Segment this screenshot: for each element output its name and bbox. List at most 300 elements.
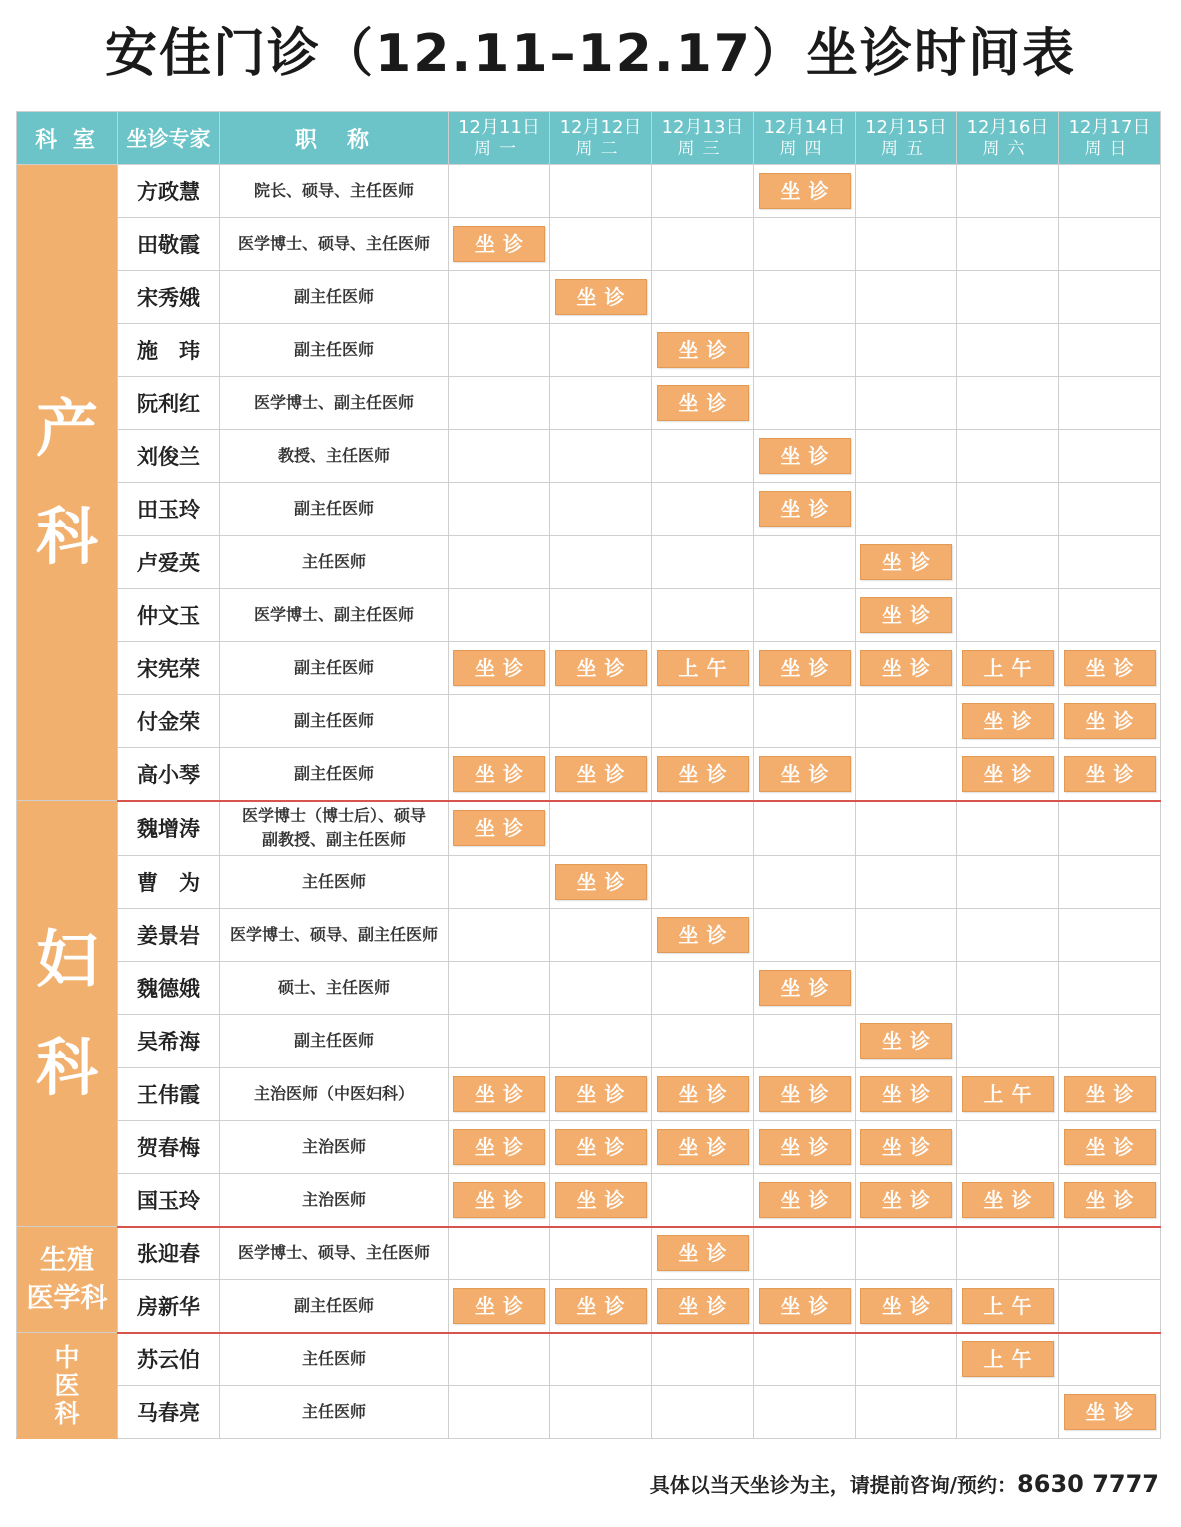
doctor-title-line: 主治医师 — [301, 1189, 366, 1209]
doctor-name: 刘俊兰 — [118, 430, 220, 483]
schedule-cell — [856, 218, 957, 271]
session-badge: 坐诊 — [759, 491, 851, 527]
session-badge: 坐诊 — [1064, 756, 1156, 792]
schedule-cell — [550, 1280, 652, 1333]
doctor-title-line: 医学博士、硕导、主任医师 — [237, 1243, 430, 1263]
session-badge: 坐诊 — [962, 1182, 1054, 1218]
doctor-title — [220, 1174, 449, 1227]
schedule-cell — [1059, 377, 1161, 430]
session-badge: 上午 — [657, 650, 749, 686]
schedule-cell — [550, 909, 652, 962]
schedule-cell — [449, 962, 550, 1015]
schedule-cell — [957, 165, 1059, 218]
session-badge: 坐诊 — [453, 1182, 545, 1218]
schedule-cell — [449, 483, 550, 536]
session-badge: 坐诊 — [1064, 1129, 1156, 1165]
schedule-cell — [1059, 1015, 1161, 1068]
session-badge: 坐诊 — [962, 756, 1054, 792]
department-name-char: 科 — [35, 1030, 98, 1104]
table-row — [17, 1174, 1161, 1227]
doctor-title — [220, 909, 449, 962]
schedule-cell — [652, 271, 754, 324]
schedule-cell — [856, 589, 957, 642]
doctor-title — [220, 695, 449, 748]
schedule-cell — [856, 324, 957, 377]
session-badge: 坐诊 — [860, 1129, 952, 1165]
doctor-name: 魏德娥 — [118, 962, 220, 1015]
doctor-title-line: 副主任医师 — [293, 1031, 374, 1050]
schedule-cell — [550, 1068, 652, 1121]
schedule-cell — [957, 1015, 1059, 1068]
schedule-cell — [754, 695, 856, 748]
header-day: 12月13日 周三 — [652, 112, 754, 165]
table-row — [17, 165, 1161, 218]
header-day: 12月16日 周六 — [957, 112, 1059, 165]
doctor-title-line: 主治医师 — [301, 1137, 366, 1156]
doctor-title — [220, 1386, 449, 1439]
doctor-title-line: 副主任医师 — [293, 711, 374, 730]
session-badge: 坐诊 — [453, 1129, 545, 1165]
session-badge: 坐诊 — [759, 650, 851, 686]
schedule-cell — [957, 1174, 1059, 1227]
doctor-name: 高小琴 — [118, 748, 220, 801]
schedule-cell — [449, 377, 550, 430]
schedule-cell — [1059, 324, 1161, 377]
schedule-cell — [550, 377, 652, 430]
schedule-cell — [856, 430, 957, 483]
schedule-cell — [957, 748, 1059, 801]
schedule-body — [17, 165, 1161, 1439]
table-row — [17, 271, 1161, 324]
schedule-cell — [957, 695, 1059, 748]
schedule-cell — [550, 1386, 652, 1439]
doctor-title — [220, 801, 449, 856]
session-badge: 上午 — [962, 1288, 1054, 1324]
schedule-cell — [652, 324, 754, 377]
schedule-cell — [652, 1015, 754, 1068]
doctor-title — [220, 1333, 449, 1386]
schedule-cell — [957, 271, 1059, 324]
footer-phone: 8630 7777 — [1017, 1470, 1159, 1498]
doctor-title-line: 教授、主任医师 — [277, 446, 390, 465]
doctor-title-line: 副主任医师 — [293, 1295, 374, 1315]
doctor-title — [220, 962, 449, 1015]
doctor-name: 马春亮 — [118, 1386, 220, 1439]
doctor-name: 吴希海 — [118, 1015, 220, 1068]
schedule-cell — [856, 801, 957, 856]
schedule-cell — [652, 483, 754, 536]
session-badge: 坐诊 — [555, 279, 647, 315]
schedule-cell — [856, 748, 957, 801]
doctor-title-line: 医学博士、副主任医师 — [253, 605, 414, 624]
session-badge: 坐诊 — [860, 544, 952, 580]
schedule-cell — [550, 1174, 652, 1227]
schedule-cell — [652, 1280, 754, 1333]
department-cell — [17, 1227, 118, 1333]
table-row — [17, 483, 1161, 536]
session-badge: 坐诊 — [555, 756, 647, 792]
table-row — [17, 642, 1161, 695]
schedule-cell — [449, 165, 550, 218]
doctor-title-line: 主任医师 — [301, 1349, 366, 1369]
schedule-cell — [957, 536, 1059, 589]
schedule-cell — [1059, 856, 1161, 909]
header-day: 12月17日 周日 — [1059, 112, 1161, 165]
session-badge: 坐诊 — [1064, 1182, 1156, 1218]
department-name-char: 产 — [35, 391, 98, 465]
schedule-cell — [449, 801, 550, 856]
session-badge: 坐诊 — [759, 438, 851, 474]
schedule-cell — [550, 324, 652, 377]
schedule-cell — [856, 165, 957, 218]
table-row — [17, 430, 1161, 483]
doctor-title-line: 副主任医师 — [293, 658, 374, 677]
session-badge: 坐诊 — [1064, 1394, 1156, 1430]
schedule-cell — [550, 430, 652, 483]
doctor-title — [220, 1068, 449, 1121]
schedule-cell — [754, 1280, 856, 1333]
table-row — [17, 909, 1161, 962]
session-badge: 坐诊 — [1064, 650, 1156, 686]
schedule-cell — [652, 1121, 754, 1174]
session-badge: 坐诊 — [759, 1129, 851, 1165]
schedule-cell — [957, 1333, 1059, 1386]
header-title: 职 称 — [220, 112, 449, 165]
schedule-cell — [550, 1121, 652, 1174]
schedule-cell — [652, 430, 754, 483]
session-badge: 坐诊 — [962, 703, 1054, 739]
department-name-line: 医 — [54, 1370, 80, 1400]
table-row — [17, 695, 1161, 748]
schedule-cell — [652, 909, 754, 962]
doctor-name: 施 玮 — [118, 324, 220, 377]
doctor-name: 房新华 — [118, 1280, 220, 1333]
doctor-title-line: 硕士、主任医师 — [277, 978, 390, 997]
schedule-cell — [754, 1121, 856, 1174]
session-badge: 坐诊 — [657, 1235, 749, 1271]
schedule-cell — [449, 1386, 550, 1439]
doctor-name: 田敬霞 — [118, 218, 220, 271]
schedule-cell — [550, 856, 652, 909]
doctor-title — [220, 271, 449, 324]
schedule-cell — [957, 430, 1059, 483]
schedule-cell — [1059, 1386, 1161, 1439]
table-row — [17, 1121, 1161, 1174]
table-row — [17, 324, 1161, 377]
doctor-title-line: 主任医师 — [301, 872, 366, 891]
session-badge: 坐诊 — [657, 1288, 749, 1324]
schedule-cell — [449, 748, 550, 801]
schedule-cell — [856, 271, 957, 324]
table-row — [17, 218, 1161, 271]
schedule-cell — [856, 1068, 957, 1121]
doctor-name: 曹 为 — [118, 856, 220, 909]
schedule-cell — [449, 1333, 550, 1386]
schedule-cell — [1059, 1174, 1161, 1227]
schedule-cell — [957, 1068, 1059, 1121]
schedule-cell — [957, 1227, 1059, 1280]
schedule-cell — [652, 962, 754, 1015]
doctor-name: 苏云伯 — [118, 1333, 220, 1386]
schedule-cell — [754, 1068, 856, 1121]
schedule-cell — [957, 1121, 1059, 1174]
session-badge: 坐诊 — [555, 1182, 647, 1218]
schedule-cell — [449, 1174, 550, 1227]
schedule-cell — [957, 1280, 1059, 1333]
session-badge: 上午 — [962, 1076, 1054, 1112]
schedule-cell — [957, 483, 1059, 536]
schedule-cell — [550, 271, 652, 324]
doctor-title-line: 主治医师（中医妇科） — [253, 1084, 414, 1103]
session-badge: 坐诊 — [759, 1182, 851, 1218]
schedule-cell — [1059, 536, 1161, 589]
schedule-cell — [550, 536, 652, 589]
session-badge: 坐诊 — [759, 970, 851, 1006]
session-badge: 坐诊 — [453, 1076, 545, 1112]
schedule-cell — [1059, 962, 1161, 1015]
doctor-name: 姜景岩 — [118, 909, 220, 962]
schedule-cell — [550, 483, 652, 536]
schedule-cell — [652, 536, 754, 589]
schedule-cell — [1059, 218, 1161, 271]
session-badge: 坐诊 — [453, 650, 545, 686]
schedule-cell — [957, 962, 1059, 1015]
table-row — [17, 1333, 1161, 1386]
doctor-name: 阮利红 — [118, 377, 220, 430]
doctor-name: 王伟霞 — [118, 1068, 220, 1121]
session-badge: 坐诊 — [860, 650, 952, 686]
header-row — [17, 112, 1161, 165]
session-badge: 坐诊 — [453, 226, 545, 262]
schedule-cell — [449, 1068, 550, 1121]
schedule-cell — [754, 1227, 856, 1280]
schedule-cell — [449, 271, 550, 324]
schedule-cell — [1059, 1227, 1161, 1280]
schedule-cell — [754, 1174, 856, 1227]
schedule-cell — [1059, 642, 1161, 695]
doctor-title — [220, 536, 449, 589]
schedule-cell — [1059, 748, 1161, 801]
doctor-title — [220, 1227, 449, 1280]
session-badge: 坐诊 — [453, 1288, 545, 1324]
schedule-cell — [449, 695, 550, 748]
schedule-cell — [1059, 801, 1161, 856]
schedule-cell — [957, 218, 1059, 271]
doctor-name: 国玉玲 — [118, 1174, 220, 1227]
doctor-title-line: 医学博士（博士后）、硕导 — [241, 806, 426, 826]
table-row — [17, 1386, 1161, 1439]
doctor-title — [220, 642, 449, 695]
session-badge: 坐诊 — [555, 1288, 647, 1324]
schedule-cell — [1059, 1280, 1161, 1333]
schedule-cell — [957, 589, 1059, 642]
doctor-title — [220, 377, 449, 430]
schedule-cell — [856, 1121, 957, 1174]
doctor-title — [220, 589, 449, 642]
schedule-cell — [1059, 430, 1161, 483]
doctor-title — [220, 218, 449, 271]
header-dept: 科 室 — [17, 112, 118, 165]
schedule-cell — [652, 1068, 754, 1121]
doctor-title — [220, 856, 449, 909]
schedule-cell — [449, 642, 550, 695]
schedule-cell — [1059, 483, 1161, 536]
doctor-title-line: 主任医师 — [301, 1402, 366, 1421]
session-badge: 坐诊 — [860, 1076, 952, 1112]
session-badge: 坐诊 — [555, 650, 647, 686]
schedule-cell — [856, 695, 957, 748]
doctor-name: 田玉玲 — [118, 483, 220, 536]
schedule-cell — [1059, 165, 1161, 218]
session-badge: 上午 — [962, 650, 1054, 686]
schedule-cell — [856, 962, 957, 1015]
schedule-cell — [856, 1227, 957, 1280]
schedule-cell — [754, 324, 856, 377]
doctor-title-line: 医学博士、副主任医师 — [253, 393, 414, 412]
session-badge: 坐诊 — [657, 917, 749, 953]
doctor-title — [220, 165, 449, 218]
schedule-cell — [957, 642, 1059, 695]
schedule-cell — [754, 856, 856, 909]
schedule-cell — [957, 1386, 1059, 1439]
schedule-cell — [550, 1227, 652, 1280]
department-name-line: 生殖 — [40, 1244, 94, 1276]
session-badge: 坐诊 — [1064, 1076, 1156, 1112]
schedule-cell — [957, 377, 1059, 430]
table-row — [17, 748, 1161, 801]
department-cell — [17, 165, 118, 801]
schedule-cell — [449, 1121, 550, 1174]
doctor-title-line: 院长、硕导、主任医师 — [253, 181, 414, 200]
schedule-cell — [652, 377, 754, 430]
header-day: 12月11日 周一 — [449, 112, 550, 165]
schedule-cell — [449, 218, 550, 271]
doctor-title-line: 副教授、副主任医师 — [261, 830, 406, 850]
doctor-name: 方政慧 — [118, 165, 220, 218]
session-badge: 坐诊 — [657, 1076, 749, 1112]
table-row — [17, 1280, 1161, 1333]
session-badge: 坐诊 — [860, 1288, 952, 1324]
doctor-title — [220, 1280, 449, 1333]
session-badge: 坐诊 — [860, 1023, 952, 1059]
schedule-cell — [550, 589, 652, 642]
session-badge: 上午 — [962, 1341, 1054, 1377]
schedule-cell — [957, 856, 1059, 909]
schedule-cell — [957, 324, 1059, 377]
schedule-cell — [449, 589, 550, 642]
footer-text: 具体以当天坐诊为主，请提前咨询/预约： — [649, 1473, 1018, 1497]
schedule-cell — [449, 1227, 550, 1280]
schedule-cell — [449, 1280, 550, 1333]
table-row — [17, 856, 1161, 909]
schedule-cell — [856, 1015, 957, 1068]
schedule-cell — [652, 748, 754, 801]
doctor-title-line: 副主任医师 — [293, 287, 374, 306]
doctor-title-line: 主任医师 — [301, 552, 366, 571]
doctor-name: 付金荣 — [118, 695, 220, 748]
doctor-name: 卢爱英 — [118, 536, 220, 589]
schedule-cell — [1059, 909, 1161, 962]
schedule-cell — [550, 642, 652, 695]
department-cell — [17, 1333, 118, 1439]
department-name-line: 科 — [54, 1398, 80, 1428]
session-badge: 坐诊 — [759, 1076, 851, 1112]
schedule-cell — [754, 536, 856, 589]
schedule-cell — [754, 1386, 856, 1439]
session-badge: 坐诊 — [860, 1182, 952, 1218]
header-day: 12月12日 周二 — [550, 112, 652, 165]
schedule-cell — [1059, 1121, 1161, 1174]
schedule-cell — [449, 536, 550, 589]
schedule-cell — [550, 1015, 652, 1068]
session-badge: 坐诊 — [860, 597, 952, 633]
doctor-title-line: 副主任医师 — [293, 763, 374, 783]
session-badge: 坐诊 — [453, 756, 545, 792]
doctor-title-line: 副主任医师 — [293, 499, 374, 518]
doctor-title — [220, 483, 449, 536]
session-badge: 坐诊 — [657, 385, 749, 421]
session-badge: 坐诊 — [759, 756, 851, 792]
table-row — [17, 1227, 1161, 1280]
schedule-cell — [856, 536, 957, 589]
schedule-cell — [449, 856, 550, 909]
schedule-cell — [754, 1015, 856, 1068]
schedule-cell — [856, 909, 957, 962]
schedule-cell — [652, 1386, 754, 1439]
department-name-line: 医学科 — [26, 1282, 108, 1314]
page-title: 安佳门诊（12.11–12.17）坐诊时间表 — [105, 24, 1076, 84]
department-name-line: 中 — [54, 1342, 80, 1372]
doctor-name: 宋秀娥 — [118, 271, 220, 324]
schedule-cell — [652, 695, 754, 748]
schedule-table — [16, 111, 1161, 1439]
schedule-cell — [1059, 589, 1161, 642]
table-row — [17, 536, 1161, 589]
session-badge: 坐诊 — [555, 1129, 647, 1165]
table-row — [17, 962, 1161, 1015]
header-expert: 坐诊专家 — [118, 112, 220, 165]
table-row — [17, 801, 1161, 856]
schedule-cell — [754, 165, 856, 218]
schedule-cell — [449, 909, 550, 962]
schedule-cell — [550, 748, 652, 801]
schedule-cell — [754, 909, 856, 962]
schedule-cell — [550, 962, 652, 1015]
schedule-cell — [856, 642, 957, 695]
schedule-cell — [550, 1333, 652, 1386]
schedule-cell — [550, 801, 652, 856]
schedule-cell — [449, 1015, 550, 1068]
doctor-name: 贺春梅 — [118, 1121, 220, 1174]
schedule-cell — [449, 430, 550, 483]
session-badge: 坐诊 — [657, 1129, 749, 1165]
schedule-cell — [754, 962, 856, 1015]
doctor-title — [220, 1121, 449, 1174]
schedule-cell — [652, 801, 754, 856]
session-badge: 坐诊 — [555, 1076, 647, 1112]
doctor-title — [220, 748, 449, 801]
session-badge: 坐诊 — [453, 810, 545, 846]
doctor-name: 魏增涛 — [118, 801, 220, 856]
schedule-cell — [652, 218, 754, 271]
doctor-name: 仲文玉 — [118, 589, 220, 642]
table-row — [17, 377, 1161, 430]
schedule-cell — [652, 1333, 754, 1386]
header-day: 12月14日 周四 — [754, 112, 856, 165]
doctor-title-line: 副主任医师 — [293, 340, 374, 359]
doctor-title-line: 医学博士、硕导、主任医师 — [237, 234, 430, 253]
schedule-cell — [1059, 695, 1161, 748]
